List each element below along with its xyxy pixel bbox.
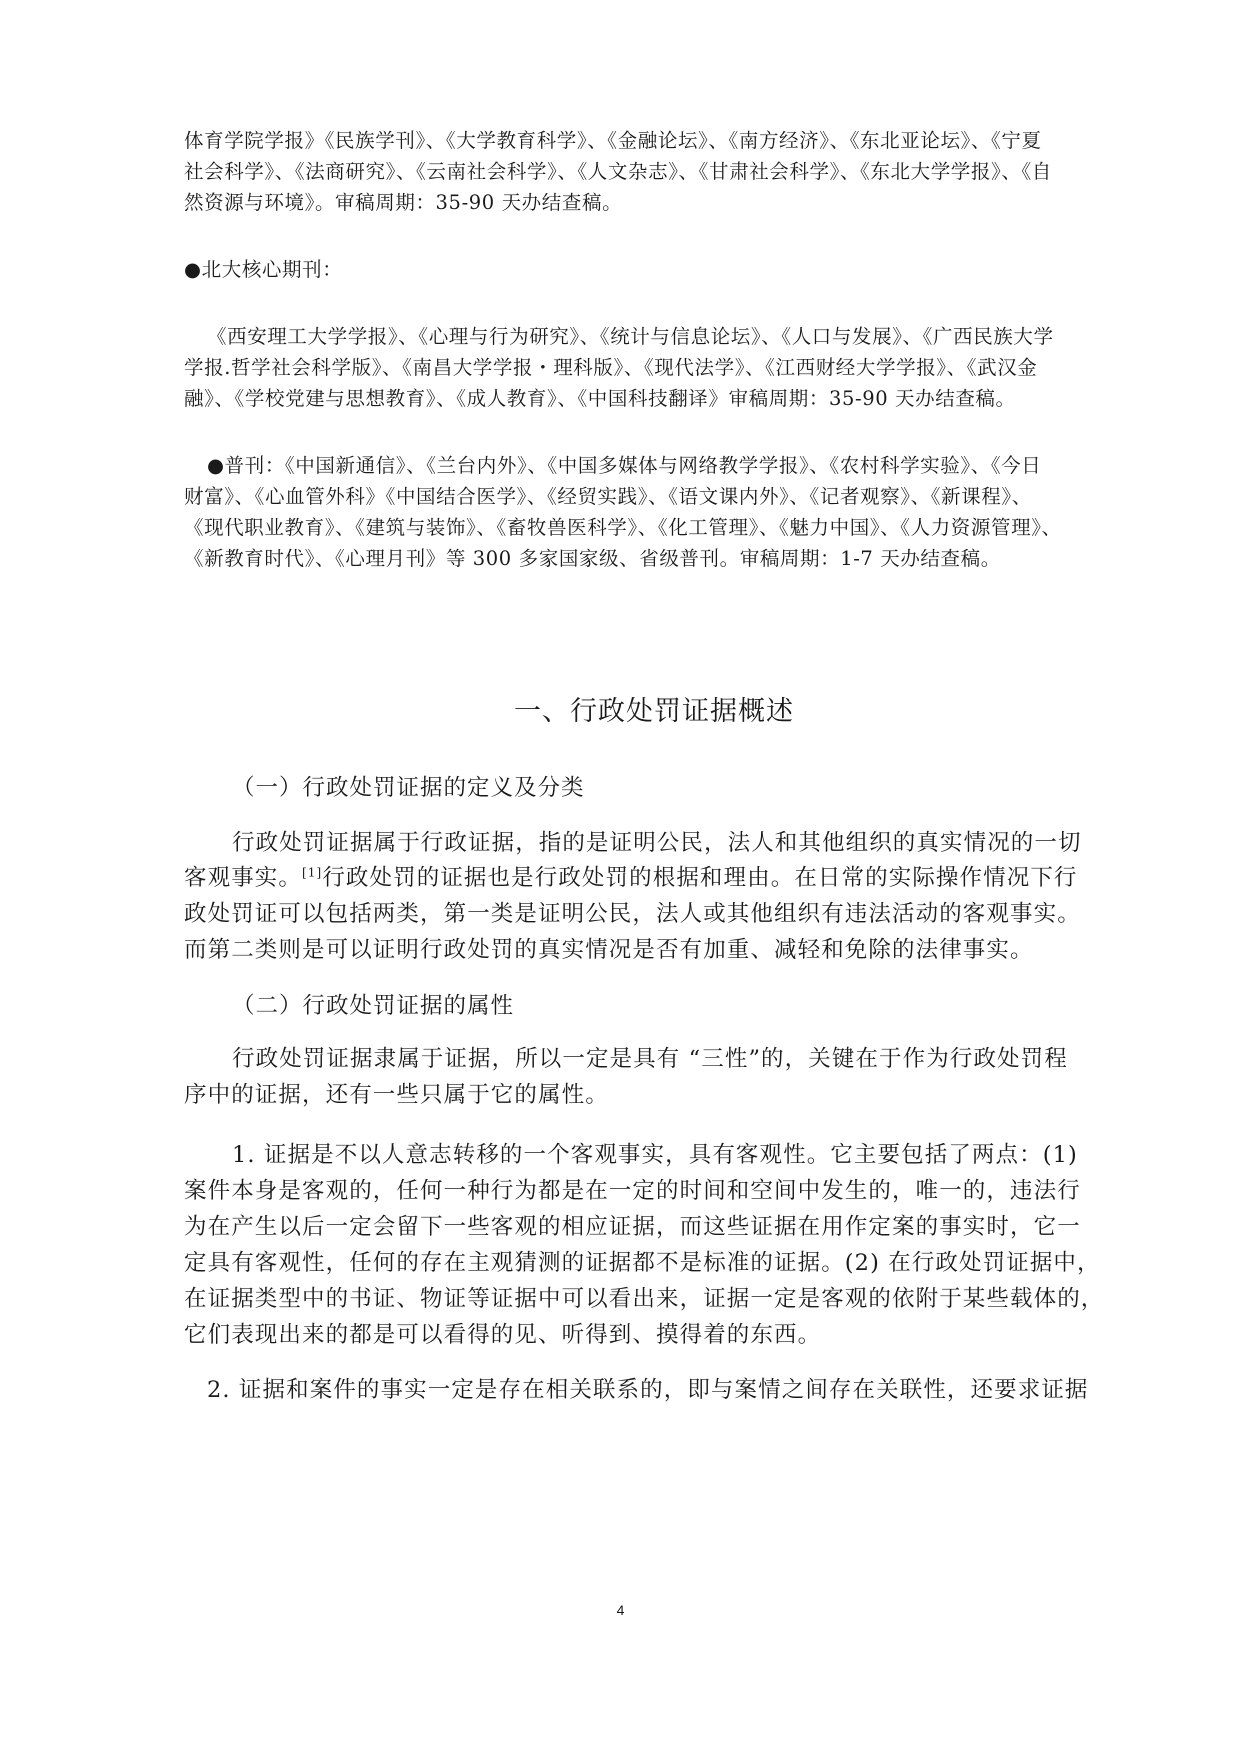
general-line-4: 《新教育时代》、《心理月刊》等 300 多家国家级、省级普刊。审稿周期：1-7 天办结查稿。 <box>184 547 1001 570</box>
sub2-item1-line-3: 为在产生以后一定会留下一些客观的相应证据，而这些证据在用作定案的事实时，它一 <box>184 1214 1081 1240</box>
sub1-line-2-start: 客观事实。 <box>184 865 303 891</box>
journals-intro-line-1: 体育学院学报》《民族学刊》、《大学教育科学》、《金融论坛》、《南方经济》、《东北亚论坛》、《宁夏 <box>184 129 1042 152</box>
general-line-1: ●普刊：《中国新通信》、《兰台内外》、《中国多媒体与网络教学学报》、《农村科学实验》、《今日 <box>207 454 1042 477</box>
journals-intro-line-3: 然资源与环境》。审稿周期：35-90 天办结查稿。 <box>184 191 623 214</box>
pku-core-line-2: 学报.哲学社会科学版》、《南昌大学学报・理科版》、《现代法学》、《江西财经大学学报》、《武汉金 <box>184 356 1038 379</box>
subsection-1-title: （一）行政处罚证据的定义及分类 <box>232 775 585 801</box>
sub2-item1-line-4: 定具有客观性，任何的存在主观猜测的证据都不是标准的证据。(2) 在行政处罚证据中， <box>184 1250 1101 1276</box>
sub2-item1-line-6: 它们表现出来的都是可以看得的见、听得到、摸得着的东西。 <box>184 1322 822 1348</box>
sub2-item1-line-1: 1. 证据是不以人意志转移的一个客观事实，具有客观性。它主要包括了两点：(1) <box>232 1142 1078 1168</box>
section-title: 一、行政处罚证据概述 <box>514 696 794 727</box>
pku-core-line-3: 融》、《学校党建与思想教育》、《成人教育》、《中国科技翻译》审稿周期：35-90 天办结查稿。 <box>184 387 1016 410</box>
sub2-item2-line-1: 2. 证据和案件的事实一定是存在相关联系的，即与案情之间存在关联性，还要求证据 <box>207 1377 1089 1403</box>
page-number: 4 <box>616 1602 625 1618</box>
general-line-3: 《现代职业教育》、《建筑与装饰》、《畜牧兽医科学》、《化工管理》、《魅力中国》、《人力资源管理》、 <box>184 516 1062 539</box>
sub1-line-2-end: 行政处罚的证据也是行政处罚的根据和理由。在日常的实际操作情况下行 <box>322 865 1078 891</box>
sub1-line-2 <box>184 863 1124 893</box>
citation-marker: [1] <box>302 865 323 880</box>
sub2-intro-line-2: 序中的证据，还有一些只属于它的属性。 <box>184 1082 609 1108</box>
pku-core-line-1: 《西安理工大学学报》、《心理与行为研究》、《统计与信息论坛》、《人口与发展》、《广西民族大学 <box>207 325 1054 348</box>
journals-intro-line-2: 社会科学》、《法商研究》、《云南社会科学》、《人文杂志》、《甘肃社会科学》、《东北大学学报》、《自 <box>184 160 1052 183</box>
general-line-2: 财富》、《心血管外科》《中国结合医学》、《经贸实践》、《语文课内外》、《记者观察》、《新课程》、 <box>184 485 1032 508</box>
sub2-item1-line-5: 在证据类型中的书证、物证等证据中可以看出来，证据一定是客观的依附于某些载体的， <box>184 1286 1105 1312</box>
sub1-line-1: 行政处罚证据属于行政证据，指的是证明公民，法人和其他组织的真实情况的一切 <box>232 830 1082 856</box>
subsection-2-title: （二）行政处罚证据的属性 <box>232 993 515 1019</box>
sub1-line-4: 而第二类则是可以证明行政处罚的真实情况是否有加重、减轻和免除的法律事实。 <box>184 937 1034 963</box>
sub2-intro-line-1: 行政处罚证据隶属于证据，所以一定是具有 “三性”的，关键在于作为行政处罚程 <box>232 1046 1068 1072</box>
pku-core-heading: ●北大核心期刊： <box>184 258 343 281</box>
sub2-item1-line-2: 案件本身是客观的，任何一种行为都是在一定的时间和空间中发生的，唯一的，违法行 <box>184 1178 1081 1204</box>
sub1-line-3: 政处罚证可以包括两类，第一类是证明公民，法人或其他组织有违法活动的客观事实。 <box>184 901 1081 927</box>
